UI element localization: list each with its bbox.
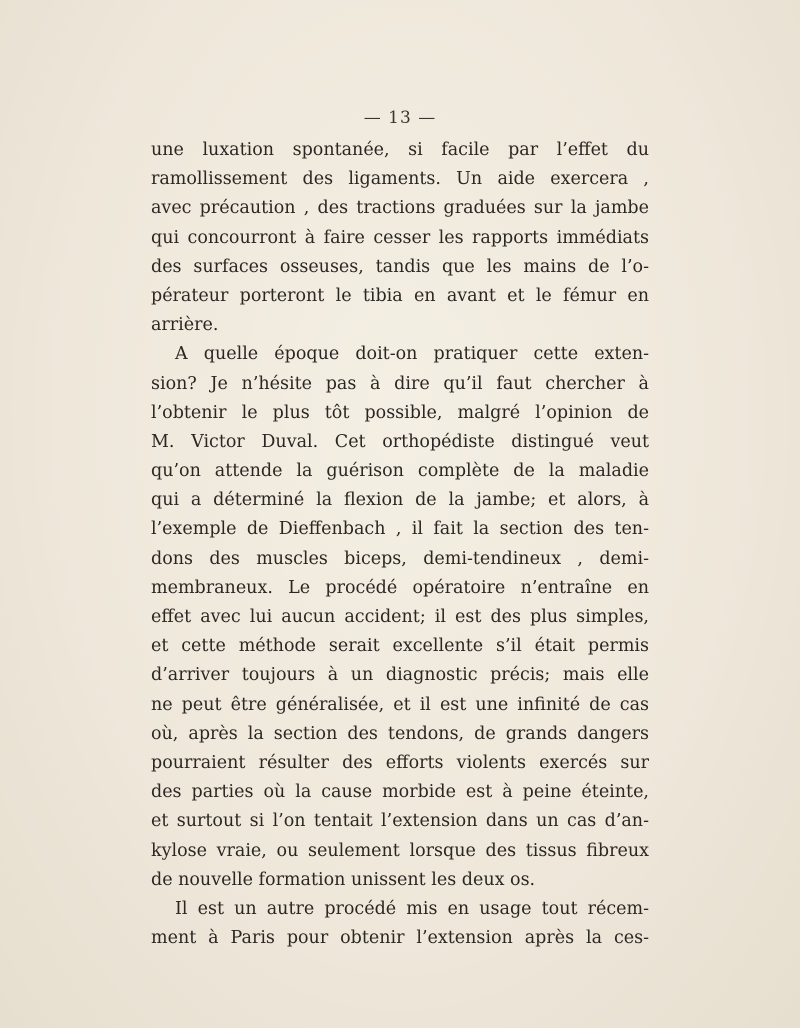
text-line: dons des muscles biceps, demi-tendineux , demi-	[151, 548, 649, 569]
text-line: membraneux. Le procédé opératoire n’entraîne en	[151, 577, 649, 598]
text-line: et cette méthode serait excellente s’il était permis	[151, 636, 649, 657]
text-line: de nouvelle formation unissent les deux os.	[151, 869, 536, 890]
text-line: des parties où la cause morbide est à peine éteinte,	[151, 782, 649, 803]
text-line: et surtout si l’on tentait l’extension dans un cas d’an-	[151, 811, 649, 832]
text-line: sion? Je n’hésite pas à dire qu’il faut chercher à	[151, 373, 649, 394]
text-line: effet avec lui aucun accident; il est des plus simples,	[151, 607, 649, 627]
text-line: M. Victor Duval. Cet orthopédiste distingué veut	[151, 431, 649, 452]
text-line: où, après la section des tendons, de grands dangers	[151, 723, 649, 744]
text-line: ment à Paris pour obtenir l’extension après la ces-	[151, 928, 649, 949]
text-line: ne peut être généralisée, et il est une infinité de cas	[151, 694, 649, 715]
text-line: avec précaution , des tractions graduées sur la jambe	[151, 198, 649, 219]
text-line: d’arriver toujours à un diagnostic précis; mais elle	[151, 665, 649, 686]
text-line: une luxation spontanée, si facile par l’effet du	[151, 140, 649, 160]
text-line: qu’on attende la guérison complète de la maladie	[151, 461, 649, 482]
page-number: — 13 —	[363, 108, 437, 128]
body-text	[151, 136, 649, 953]
text-line: pourraient résulter des efforts violents exercés sur	[151, 752, 649, 773]
text-line: kylose vraie, ou seulement lorsque des tissus fibreux	[151, 840, 649, 861]
text-line: arrière.	[151, 315, 219, 336]
text-line: qui a déterminé la flexion de la jambe; et alors, à	[151, 490, 649, 511]
text-line: ramollissement des ligaments. Un aide exercera ,	[151, 169, 649, 190]
text-line: l’exemple de Dieffenbach , il fait la section des ten-	[151, 519, 649, 540]
text-line: A quelle époque doit-on pratiquer cette exten-	[175, 344, 649, 365]
text-line: Il est un autre procédé mis en usage tout récem-	[175, 898, 649, 919]
text-line: des surfaces osseuses, tandis que les mains de l’o-	[151, 256, 649, 277]
text-line: qui concourront à faire cesser les rapports immédiats	[151, 227, 649, 248]
text-line: pérateur porteront le tibia en avant et le fémur en	[151, 285, 649, 306]
text-line: l’obtenir le plus tôt possible, malgré l’opinion de	[151, 402, 649, 423]
